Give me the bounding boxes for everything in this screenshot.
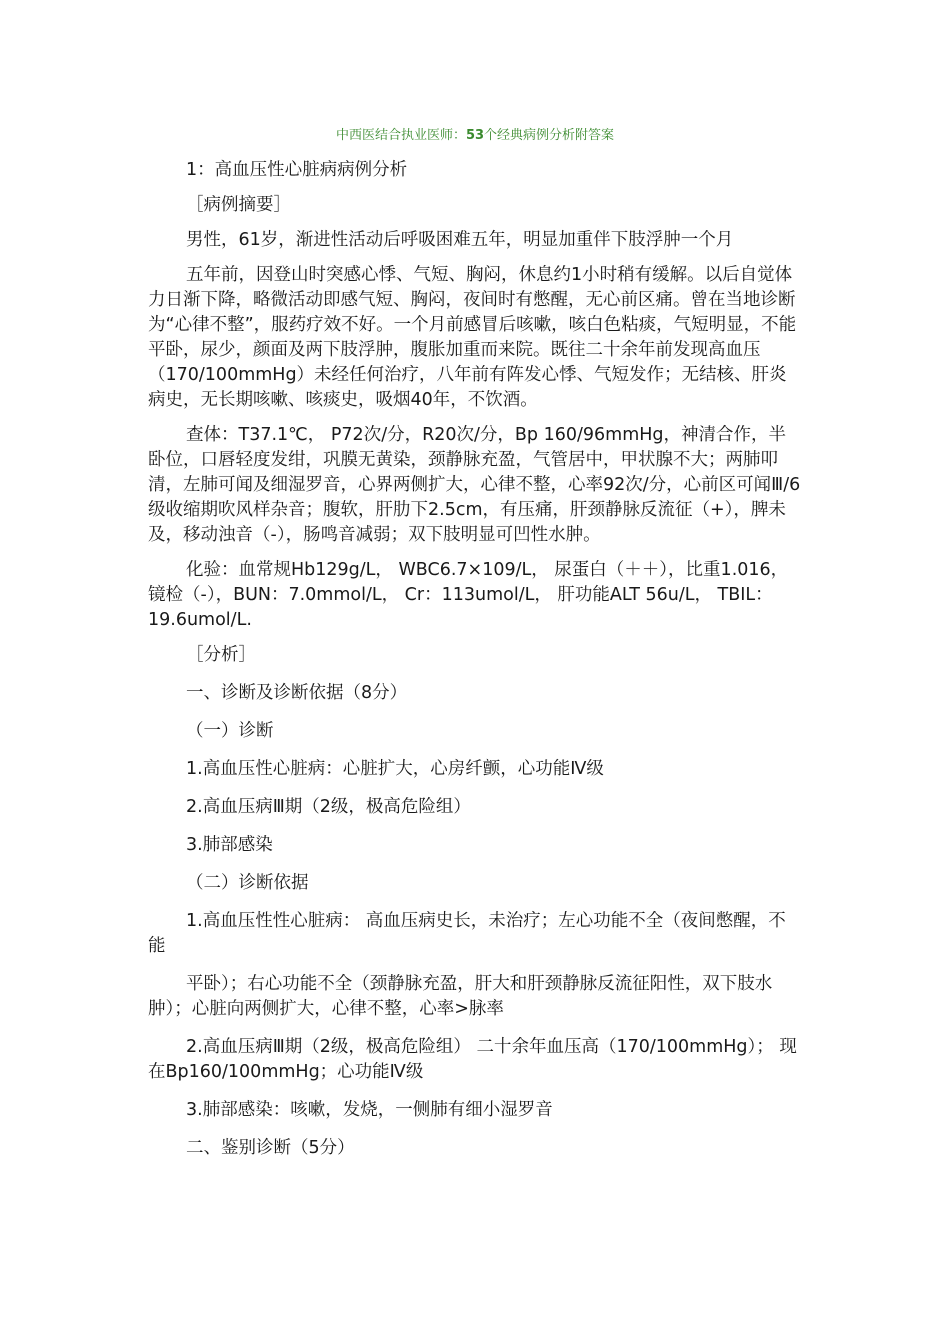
header-suffix: 个经典病例分析附答案 [484,128,615,143]
section1-title: 一、诊断及诊断依据（8分） [186,683,408,703]
diagnosis-subtitle: （一）诊断 [186,721,274,741]
page-header [0,127,950,145]
header-number: 53 [465,128,485,143]
summary-heading: ［病例摘要］ [186,195,291,215]
header-prefix: 中西医结合执业医师： [335,128,466,143]
case-title: 1：高血压性心脏病病例分析 [186,160,408,180]
basis-item-1b: 平卧）；右心功能不全（颈静脉充盈，肝大和肝颈静脉反流征阳性，双下肢水肿）；心脏向两侧扩大，心律不整，心率>脉率 [148,974,773,1019]
diagnosis-item-1: 1.高血压性心脏病：心脏扩大，心房纤颤，心功能Ⅳ级 [186,759,604,779]
analysis-heading: ［分析］ [186,645,256,665]
diagnosis-item-2: 2.高血压病Ⅲ期（2级，极高危险组） [186,797,471,817]
exam-paragraph: 查体：T37.1℃， P72次/分，R20次/分，Bp 160/96mmHg，神清合作，半卧位，口唇轻度发绀，巩膜无黄染，颈静脉充盈，气管居中，甲状腺不大；两肺叩清，左肺可闻及细湿罗音，心界两侧扩大，心律不整，心率92次/分，心前区可闻Ⅲ/6级收缩期吹风样杂音；腹软，肝肋下2.5cm，有压痛，肝颈静脉反流征（+），脾未及，移动浊音（-），肠鸣音减弱；双下肢明显可凹性水肿。 [148,425,801,545]
basis-item-3: 3.肺部感染：咳嗽，发烧，一侧肺有细小湿罗音 [186,1100,553,1120]
chief-complaint: 男性，61岁，渐进性活动后呼吸困难五年，明显加重伴下肢浮肿一个月 [186,230,734,250]
section2-title: 二、鉴别诊断（5分） [186,1138,355,1158]
diagnosis-item-3: 3.肺部感染 [186,835,273,855]
basis-subtitle: （二）诊断依据 [186,873,309,893]
labs-paragraph: 化验：血常规Hb129g/L， WBC6.7×109/L， 尿蛋白（＋＋），比重1.016，镜检（-），BUN：7.0mmol/L， Cr：113umol/L， 肝功能ALT 56u/L， TBIL：19.6umol/L. [148,560,789,630]
basis-item-2: 2.高血压病Ⅲ期（2级，极高危险组） 二十余年血压高（170/100mmHg）； 现在Bp160/100mmHg；心功能Ⅳ级 [148,1037,797,1082]
document-body [148,158,803,1161]
history-paragraph: 五年前，因登山时突感心悸、气短、胸闷，休息约1小时稍有缓解。以后自觉体力日渐下降，略微活动即感气短、胸闷，夜间时有憋醒，无心前区痛。曾在当地诊断为“心律不整”，服药疗效不好。一个月前感冒后咳嗽，咳白色粘痰，气短明显，不能平卧，尿少，颜面及两下肢浮肿，腹胀加重而来院。既往二十余年前发现高血压（170/100mmHg）未经任何治疗，八年前有阵发心悸、气短发作；无结核、肝炎病史，无长期咳嗽、咳痰史，吸烟40年，不饮酒。 [148,265,797,410]
basis-item-1a: 1.高血压性性心脏病： 高血压病史长，未治疗；左心功能不全（夜间憋醒，不能 [148,911,786,956]
